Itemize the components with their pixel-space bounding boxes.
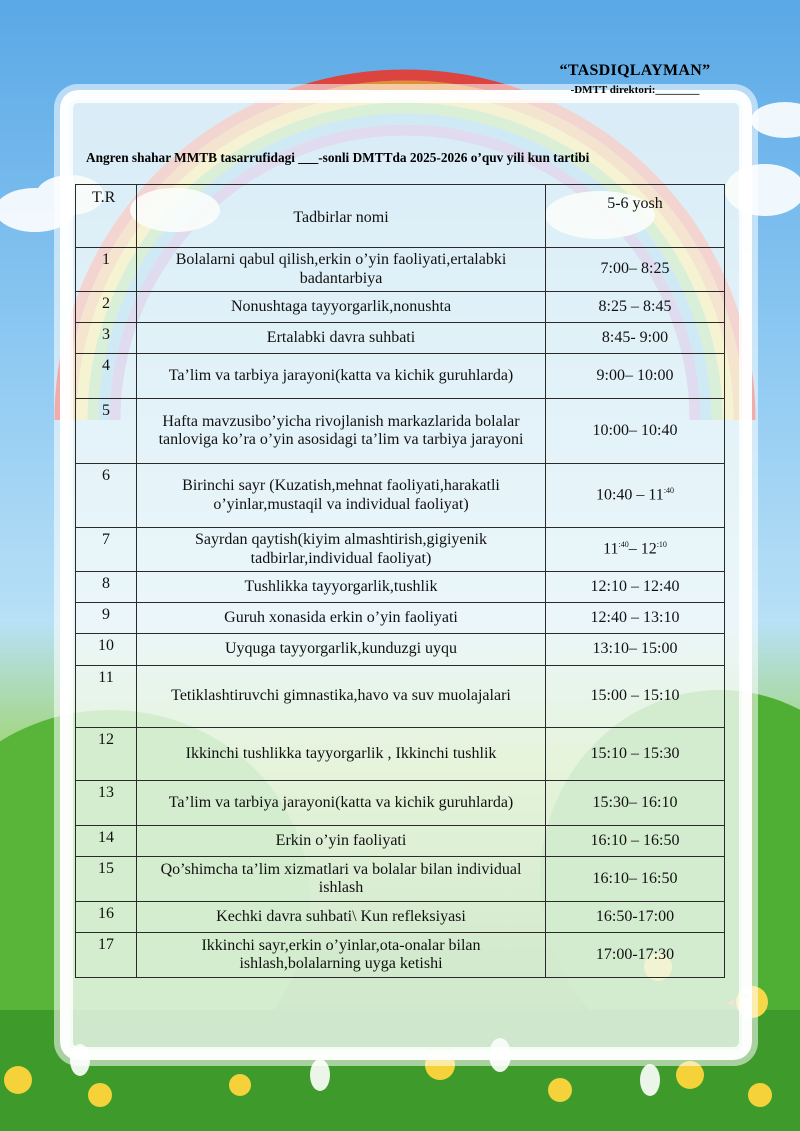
column-header-activity: Tadbirlar nomi — [137, 185, 546, 248]
row-activity: Uyquga tayyorgarlik,kunduzgi uyqu — [137, 634, 546, 666]
table-row — [76, 399, 725, 464]
row-activity: Ikkinchi tushlikka tayyorgarlik , Ikkinchi tushlik — [137, 728, 546, 781]
row-activity: Ta’lim va tarbiya jarayoni(katta va kichik guruhlarda) — [137, 781, 546, 826]
table-row — [76, 857, 725, 902]
row-number: 2 — [76, 292, 137, 323]
daily-schedule-table — [75, 184, 725, 978]
table-row — [76, 933, 725, 978]
row-number: 17 — [76, 933, 137, 978]
document-title: Angren shahar MMTB tasarrufidagi ___-sonli DMTTda 2025-2026 o’quv yili kun tartibi — [86, 150, 590, 165]
row-number: 1 — [76, 248, 137, 292]
table-row — [76, 634, 725, 666]
row-activity: Ertalabki davra suhbati — [137, 323, 546, 354]
row-activity: Kechki davra suhbati\ Kun refleksiyasi — [137, 902, 546, 933]
row-number: 4 — [76, 354, 137, 399]
row-number: 13 — [76, 781, 137, 826]
table-row — [76, 323, 725, 354]
row-activity: Hafta mavzusibo’yicha rivojlanish markazlarida bolalar tanloviga ko’ra o’yin asosidagi ta’lim va tarbiya jarayoni — [137, 399, 546, 464]
row-time: 15:10 – 15:30 — [546, 728, 725, 781]
row-number: 15 — [76, 857, 137, 902]
director-signature-line: -DMTT direktori:________ — [570, 84, 700, 96]
table-row — [76, 603, 725, 634]
row-activity: Erkin o’yin faoliyati — [137, 826, 546, 857]
table-row — [76, 292, 725, 323]
row-number: 10 — [76, 634, 137, 666]
row-time: 7:00– 8:25 — [546, 248, 725, 292]
row-number: 5 — [76, 399, 137, 464]
row-time: 15:00 – 15:10 — [546, 666, 725, 728]
row-number: 8 — [76, 572, 137, 603]
row-time: 8:45- 9:00 — [546, 323, 725, 354]
table-row — [76, 572, 725, 603]
table-row — [76, 528, 725, 572]
row-time: 10:40 – $11^{:40}$ — [546, 464, 725, 528]
row-time: 13:10– 15:00 — [546, 634, 725, 666]
table-row — [76, 728, 725, 781]
row-activity: Bolalarni qabul qilish,erkin o’yin faoliyati,ertalabki badantarbiya — [137, 248, 546, 292]
row-number: 9 — [76, 603, 137, 634]
row-number: 7 — [76, 528, 137, 572]
row-activity: Nonushtaga tayyorgarlik,nonushta — [137, 292, 546, 323]
row-number: 14 — [76, 826, 137, 857]
row-activity: Sayrdan qaytish(kiyim almashtirish,gigiyenik tadbirlar,individual faoliyat) — [137, 528, 546, 572]
row-time: 16:50-17:00 — [546, 902, 725, 933]
table-row — [76, 902, 725, 933]
row-number: 16 — [76, 902, 137, 933]
table-header-row — [76, 185, 725, 248]
column-header-number: T.R — [76, 185, 137, 248]
row-time: 12:40 – 13:10 — [546, 603, 725, 634]
table-row — [76, 781, 725, 826]
approval-block — [520, 62, 750, 96]
row-time: 10:00– 10:40 — [546, 399, 725, 464]
table-row — [76, 666, 725, 728]
row-activity: Qo’shimcha ta’lim xizmatlari va bolalar bilan individual ishlash — [137, 857, 546, 902]
row-time: $11^{:40}-$ $12^{:10}$ — [546, 528, 725, 572]
row-activity: Tushlikka tayyorgarlik,tushlik — [137, 572, 546, 603]
row-time: 15:30– 16:10 — [546, 781, 725, 826]
row-time: 8:25 – 8:45 — [546, 292, 725, 323]
row-activity: Birinchi sayr (Kuzatish,mehnat faoliyati,harakatli o’yinlar,mustaqil va individual faoliyat) — [137, 464, 546, 528]
row-activity: Tetiklashtiruvchi gimnastika,havo va suv muolajalari — [137, 666, 546, 728]
row-number: 12 — [76, 728, 137, 781]
row-activity: Ta’lim va tarbiya jarayoni(katta va kichik guruhlarda) — [137, 354, 546, 399]
row-number: 11 — [76, 666, 137, 728]
row-time: 12:10 – 12:40 — [546, 572, 725, 603]
row-number: 3 — [76, 323, 137, 354]
column-header-age-group: 5-6 yosh — [546, 185, 725, 248]
table-row — [76, 248, 725, 292]
approval-heading: “TASDIQLAYMAN” — [559, 62, 711, 79]
row-time: 16:10 – 16:50 — [546, 826, 725, 857]
table-row — [76, 464, 725, 528]
row-time: 17:00-17:30 — [546, 933, 725, 978]
row-activity: Ikkinchi sayr,erkin o’yinlar,ota-onalar bilan ishlash,bolalarning uyga ketishi — [137, 933, 546, 978]
table-row — [76, 354, 725, 399]
row-number: 6 — [76, 464, 137, 528]
table-row — [76, 826, 725, 857]
row-time: 9:00– 10:00 — [546, 354, 725, 399]
row-activity: Guruh xonasida erkin o’yin faoliyati — [137, 603, 546, 634]
row-time: 16:10– 16:50 — [546, 857, 725, 902]
